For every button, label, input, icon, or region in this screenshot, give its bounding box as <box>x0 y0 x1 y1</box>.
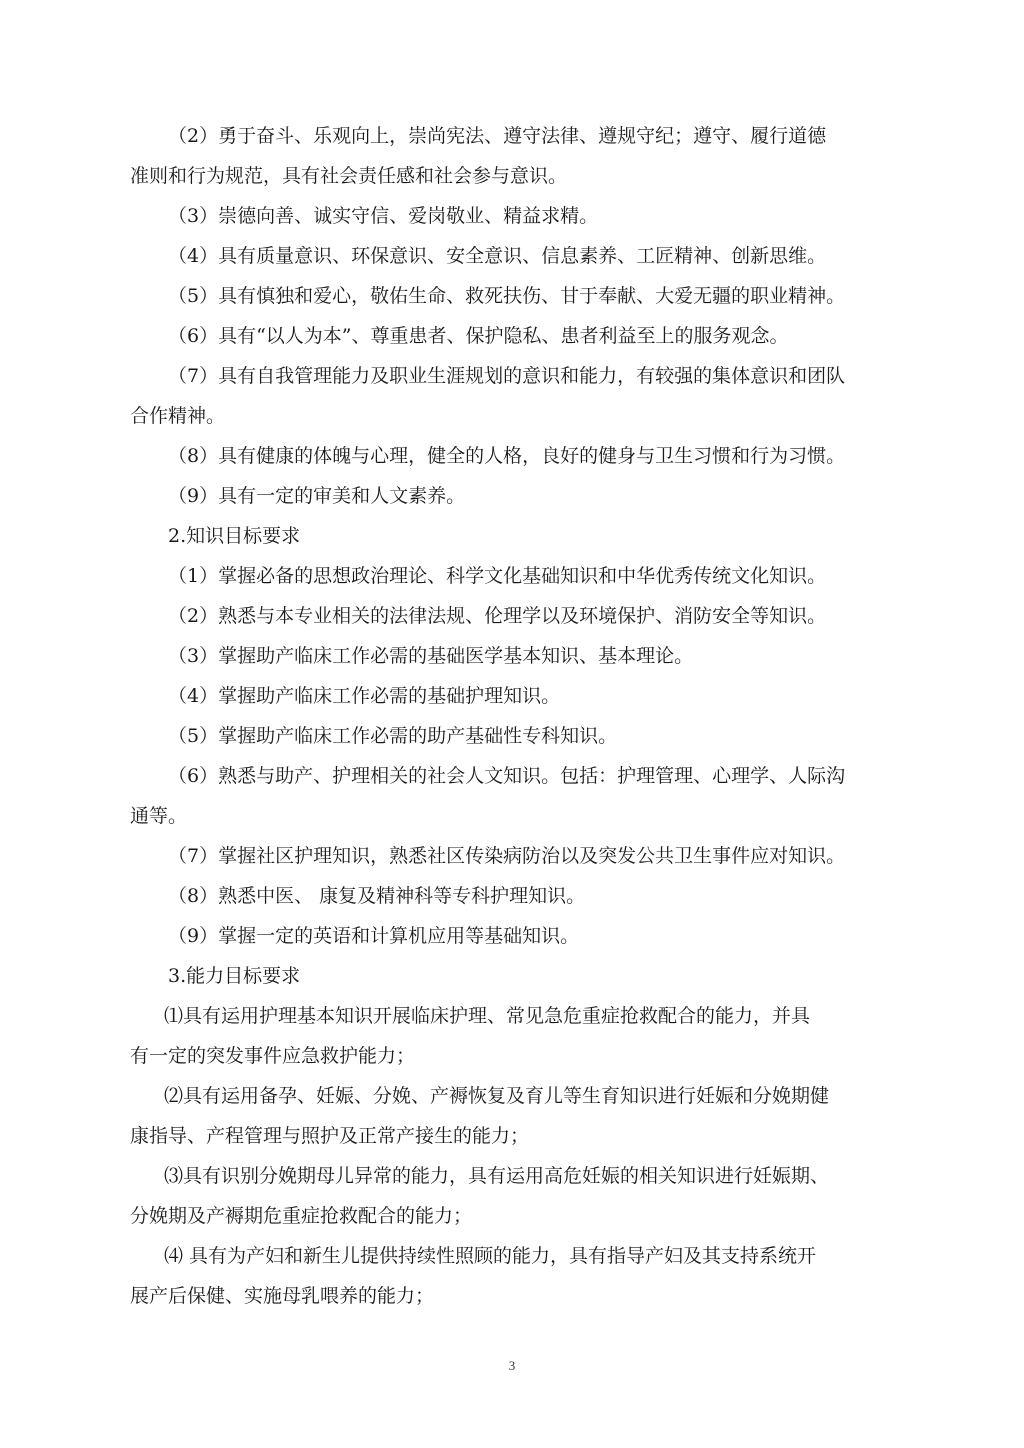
text-line: 展产后保健、实施母乳喂养的能力； <box>130 1285 435 1307</box>
ability-item-2 <box>130 1076 900 1156</box>
knowledge-item-4 <box>130 676 900 716</box>
text-line: （4）掌握助产临床工作必需的基础护理知识。 <box>168 685 561 707</box>
quality-item-7 <box>130 356 900 436</box>
text-line: （7）掌握社区护理知识，熟悉社区传染病防治以及突发公共卫生事件应对知识。 <box>168 845 846 867</box>
knowledge-item-3 <box>130 636 900 676</box>
text-line: （8）具有健康的体魄与心理，健全的人格，良好的健身与卫生习惯和行为习惯。 <box>168 445 846 467</box>
knowledge-item-6 <box>130 756 900 836</box>
knowledge-item-9 <box>130 916 900 956</box>
text-line: 合作精神。 <box>130 405 226 427</box>
text-line: （9）具有一定的审美和人文素养。 <box>168 485 466 507</box>
text-line: （5）掌握助产临床工作必需的助产基础性专科知识。 <box>168 725 618 747</box>
text-line: 有一定的突发事件应急救护能力； <box>130 1045 416 1067</box>
text-line: （2）熟悉与本专业相关的法律法规、伦理学以及环境保护、消防安全等知识。 <box>168 605 827 627</box>
text-line: 通等。 <box>130 805 188 827</box>
text-line: ⑵具有运用备孕、妊娠、分娩、产褥恢复及育儿等生育知识进行妊娠和分娩期健 <box>164 1085 830 1107</box>
knowledge-heading: 2.知识目标要求 <box>168 525 301 547</box>
ability-heading: 3.能力目标要求 <box>168 965 301 987</box>
text-line: ⑶具有识别分娩期母儿异常的能力，具有运用高危妊娠的相关知识进行妊娠期、 <box>164 1165 830 1187</box>
quality-item-5 <box>130 276 900 316</box>
text-line: 准则和行为规范，具有社会责任感和社会参与意识。 <box>130 165 568 187</box>
knowledge-item-2 <box>130 596 900 636</box>
ability-item-3 <box>130 1156 900 1236</box>
text-line: （2）勇于奋斗、乐观向上，崇尚宪法、遵守法律、遵规守纪；遵守、履行道德 <box>168 125 827 147</box>
text-line: 康指导、产程管理与照护及正常产接生的能力； <box>130 1125 530 1147</box>
ability-item-1 <box>130 996 900 1076</box>
quality-item-8 <box>130 436 900 476</box>
page-number: 3 <box>508 1358 516 1373</box>
text-line: ⑷ 具有为产妇和新生儿提供持续性照顾的能力，具有指导产妇及其支持系统开 <box>164 1245 817 1267</box>
page-content <box>130 116 900 1316</box>
text-line: （1）掌握必备的思想政治理论、科学文化基础知识和中华优秀传统文化知识。 <box>168 565 827 587</box>
knowledge-item-5 <box>130 716 900 756</box>
knowledge-item-8 <box>130 876 900 916</box>
text-line: （8）熟悉中医、 康复及精神科等专科护理知识。 <box>168 885 586 907</box>
text-line: （6）熟悉与助产、护理相关的社会人文知识。包括：护理管理、心理学、人际沟 <box>168 765 846 787</box>
text-line: （4）具有质量意识、环保意识、安全意识、信息素养、工匠精神、创新思维。 <box>168 245 827 267</box>
text-line: 分娩期及产褥期危重症抢救配合的能力； <box>130 1205 473 1227</box>
knowledge-item-1 <box>130 556 900 596</box>
knowledge-item-7 <box>130 836 900 876</box>
quality-item-4 <box>130 236 900 276</box>
text-line: （9）掌握一定的英语和计算机应用等基础知识。 <box>168 925 580 947</box>
text-line: （3）崇德向善、诚实守信、爱岗敬业、精益求精。 <box>168 205 599 227</box>
text-line: （5）具有慎独和爱心，敬佑生命、救死扶伤、甘于奉献、大爱无疆的职业精神。 <box>168 285 846 307</box>
quality-item-9 <box>130 476 900 516</box>
quality-item-2 <box>130 116 900 196</box>
quality-item-6 <box>130 316 900 356</box>
text-line: （3）掌握助产临床工作必需的基础医学基本知识、基本理论。 <box>168 645 694 667</box>
text-line: （7）具有自我管理能力及职业生涯规划的意识和能力，有较强的集体意识和团队 <box>168 365 846 387</box>
ability-item-4 <box>130 1236 900 1316</box>
text-line: （6）具有“以人为本”、尊重患者、保护隐私、患者利益至上的服务观念。 <box>168 325 789 347</box>
text-line: ⑴具有运用护理基本知识开展临床护理、常见急危重症抢救配合的能力，并具 <box>164 1005 811 1027</box>
quality-item-3 <box>130 196 900 236</box>
